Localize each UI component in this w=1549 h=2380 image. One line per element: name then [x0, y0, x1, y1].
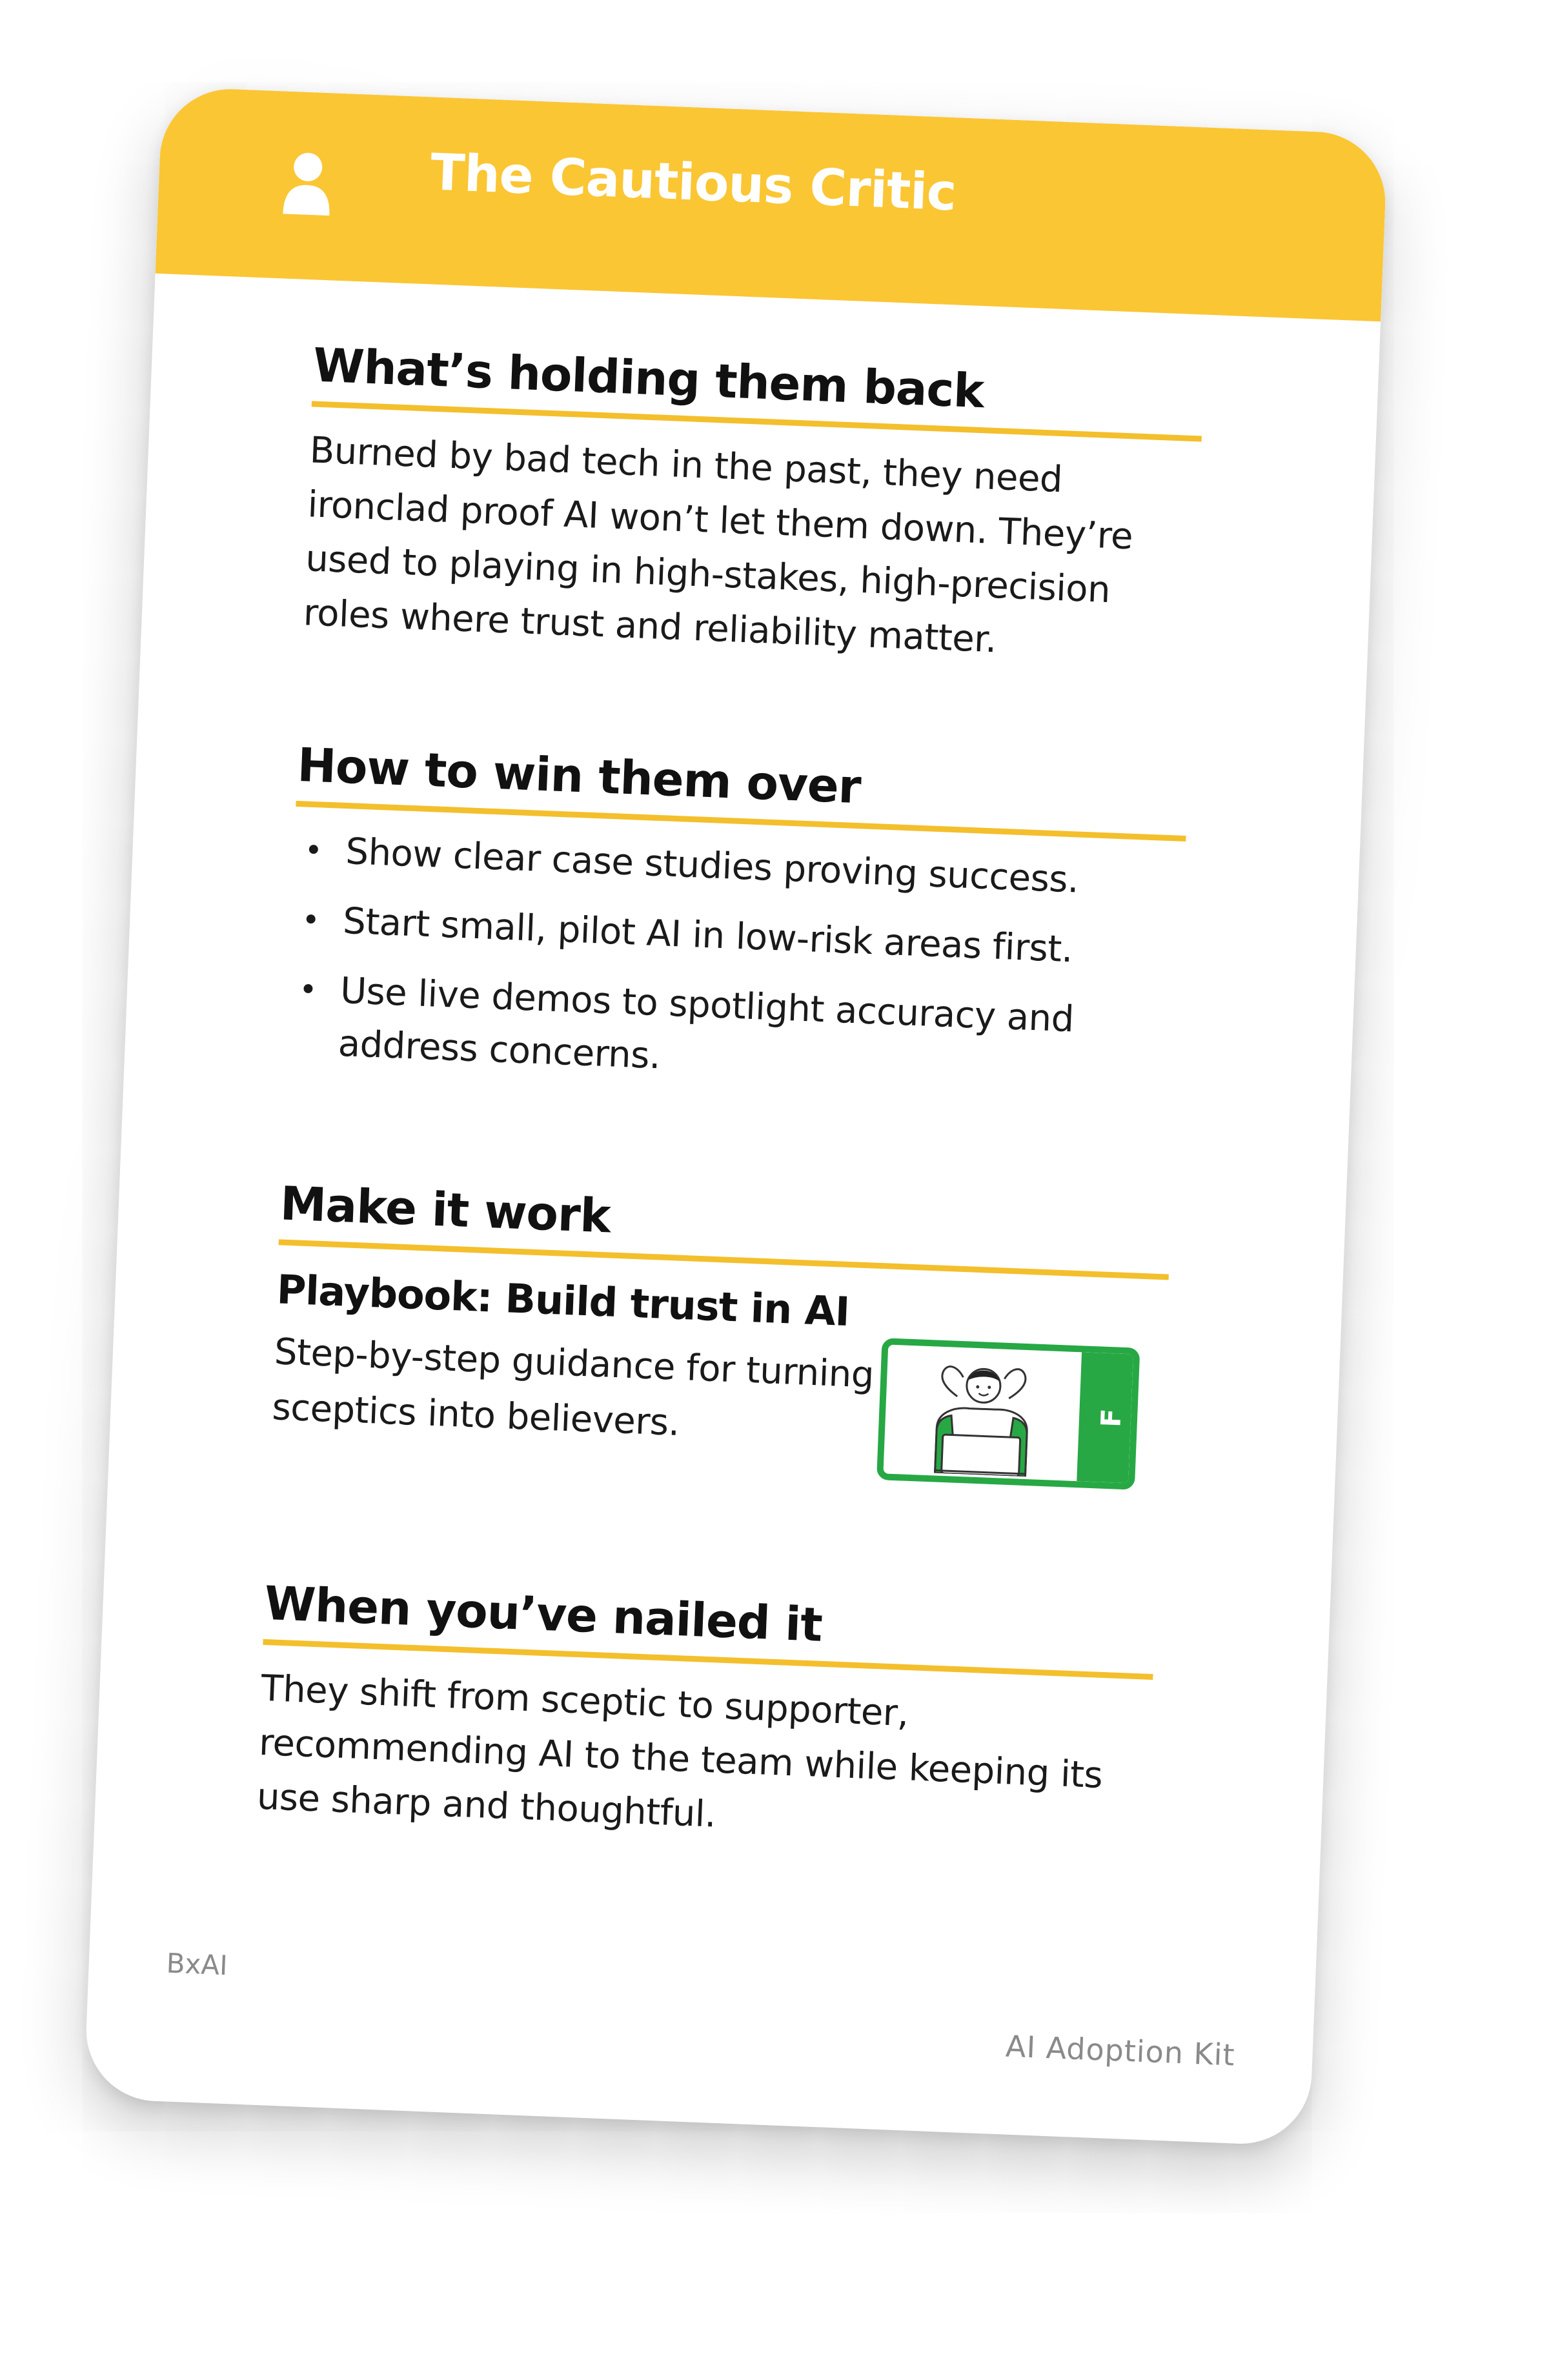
section-body: Burned by bad tech in the past, they need ironclad proof AI won’t let them down. They’re used to playing in high-stakes, high-precision roles where trust and reliability matter.	[302, 429, 1134, 661]
kit-name: AI Adoption Kit	[1005, 2028, 1236, 2073]
list-item	[285, 963, 1179, 1104]
bullet-icon: •	[298, 971, 318, 1009]
playbook-card[interactable]	[876, 1338, 1140, 1490]
brand-logo-text: BxAI	[165, 1947, 228, 1982]
section-heading: What’s holding them back	[312, 338, 1204, 441]
list-item-text: Use live demos to spotlight accuracy and address concerns.	[337, 969, 1075, 1078]
section-holding-back	[302, 338, 1204, 675]
playbook-title: Playbook: Build trust in AI	[276, 1266, 851, 1336]
list-item-text: Show clear case studies proving success.	[345, 830, 1080, 902]
card-header	[156, 86, 1388, 321]
section-nailed-it	[256, 1576, 1155, 1859]
section-heading: How to win them over	[296, 738, 1188, 842]
section-win-over	[285, 738, 1188, 1120]
section-heading: Make it work	[279, 1176, 1171, 1280]
section-make-it-work	[271, 1176, 1171, 1470]
person-icon	[280, 149, 334, 216]
playbook-description: Step-by-step guidance for turning sceptics into believers.	[271, 1331, 875, 1444]
bullet-icon: •	[303, 832, 323, 869]
person-laptop-icon	[909, 1349, 1056, 1477]
playbook-tab	[1077, 1352, 1133, 1483]
section-heading: When you’ve nailed it	[263, 1576, 1155, 1680]
bullet-icon: •	[301, 902, 321, 939]
card-title: The Cautious Critic	[429, 143, 957, 223]
playbook-letter: F	[1095, 1407, 1128, 1428]
persona-card	[83, 86, 1388, 2146]
list-item-text: Start small, pilot AI in low-risk areas first.	[342, 900, 1074, 971]
bullet-list	[285, 823, 1185, 1104]
section-body: They shift from sceptic to supporter, recommending AI to the team while keeping its use sharp and thoughtful.	[256, 1667, 1104, 1836]
